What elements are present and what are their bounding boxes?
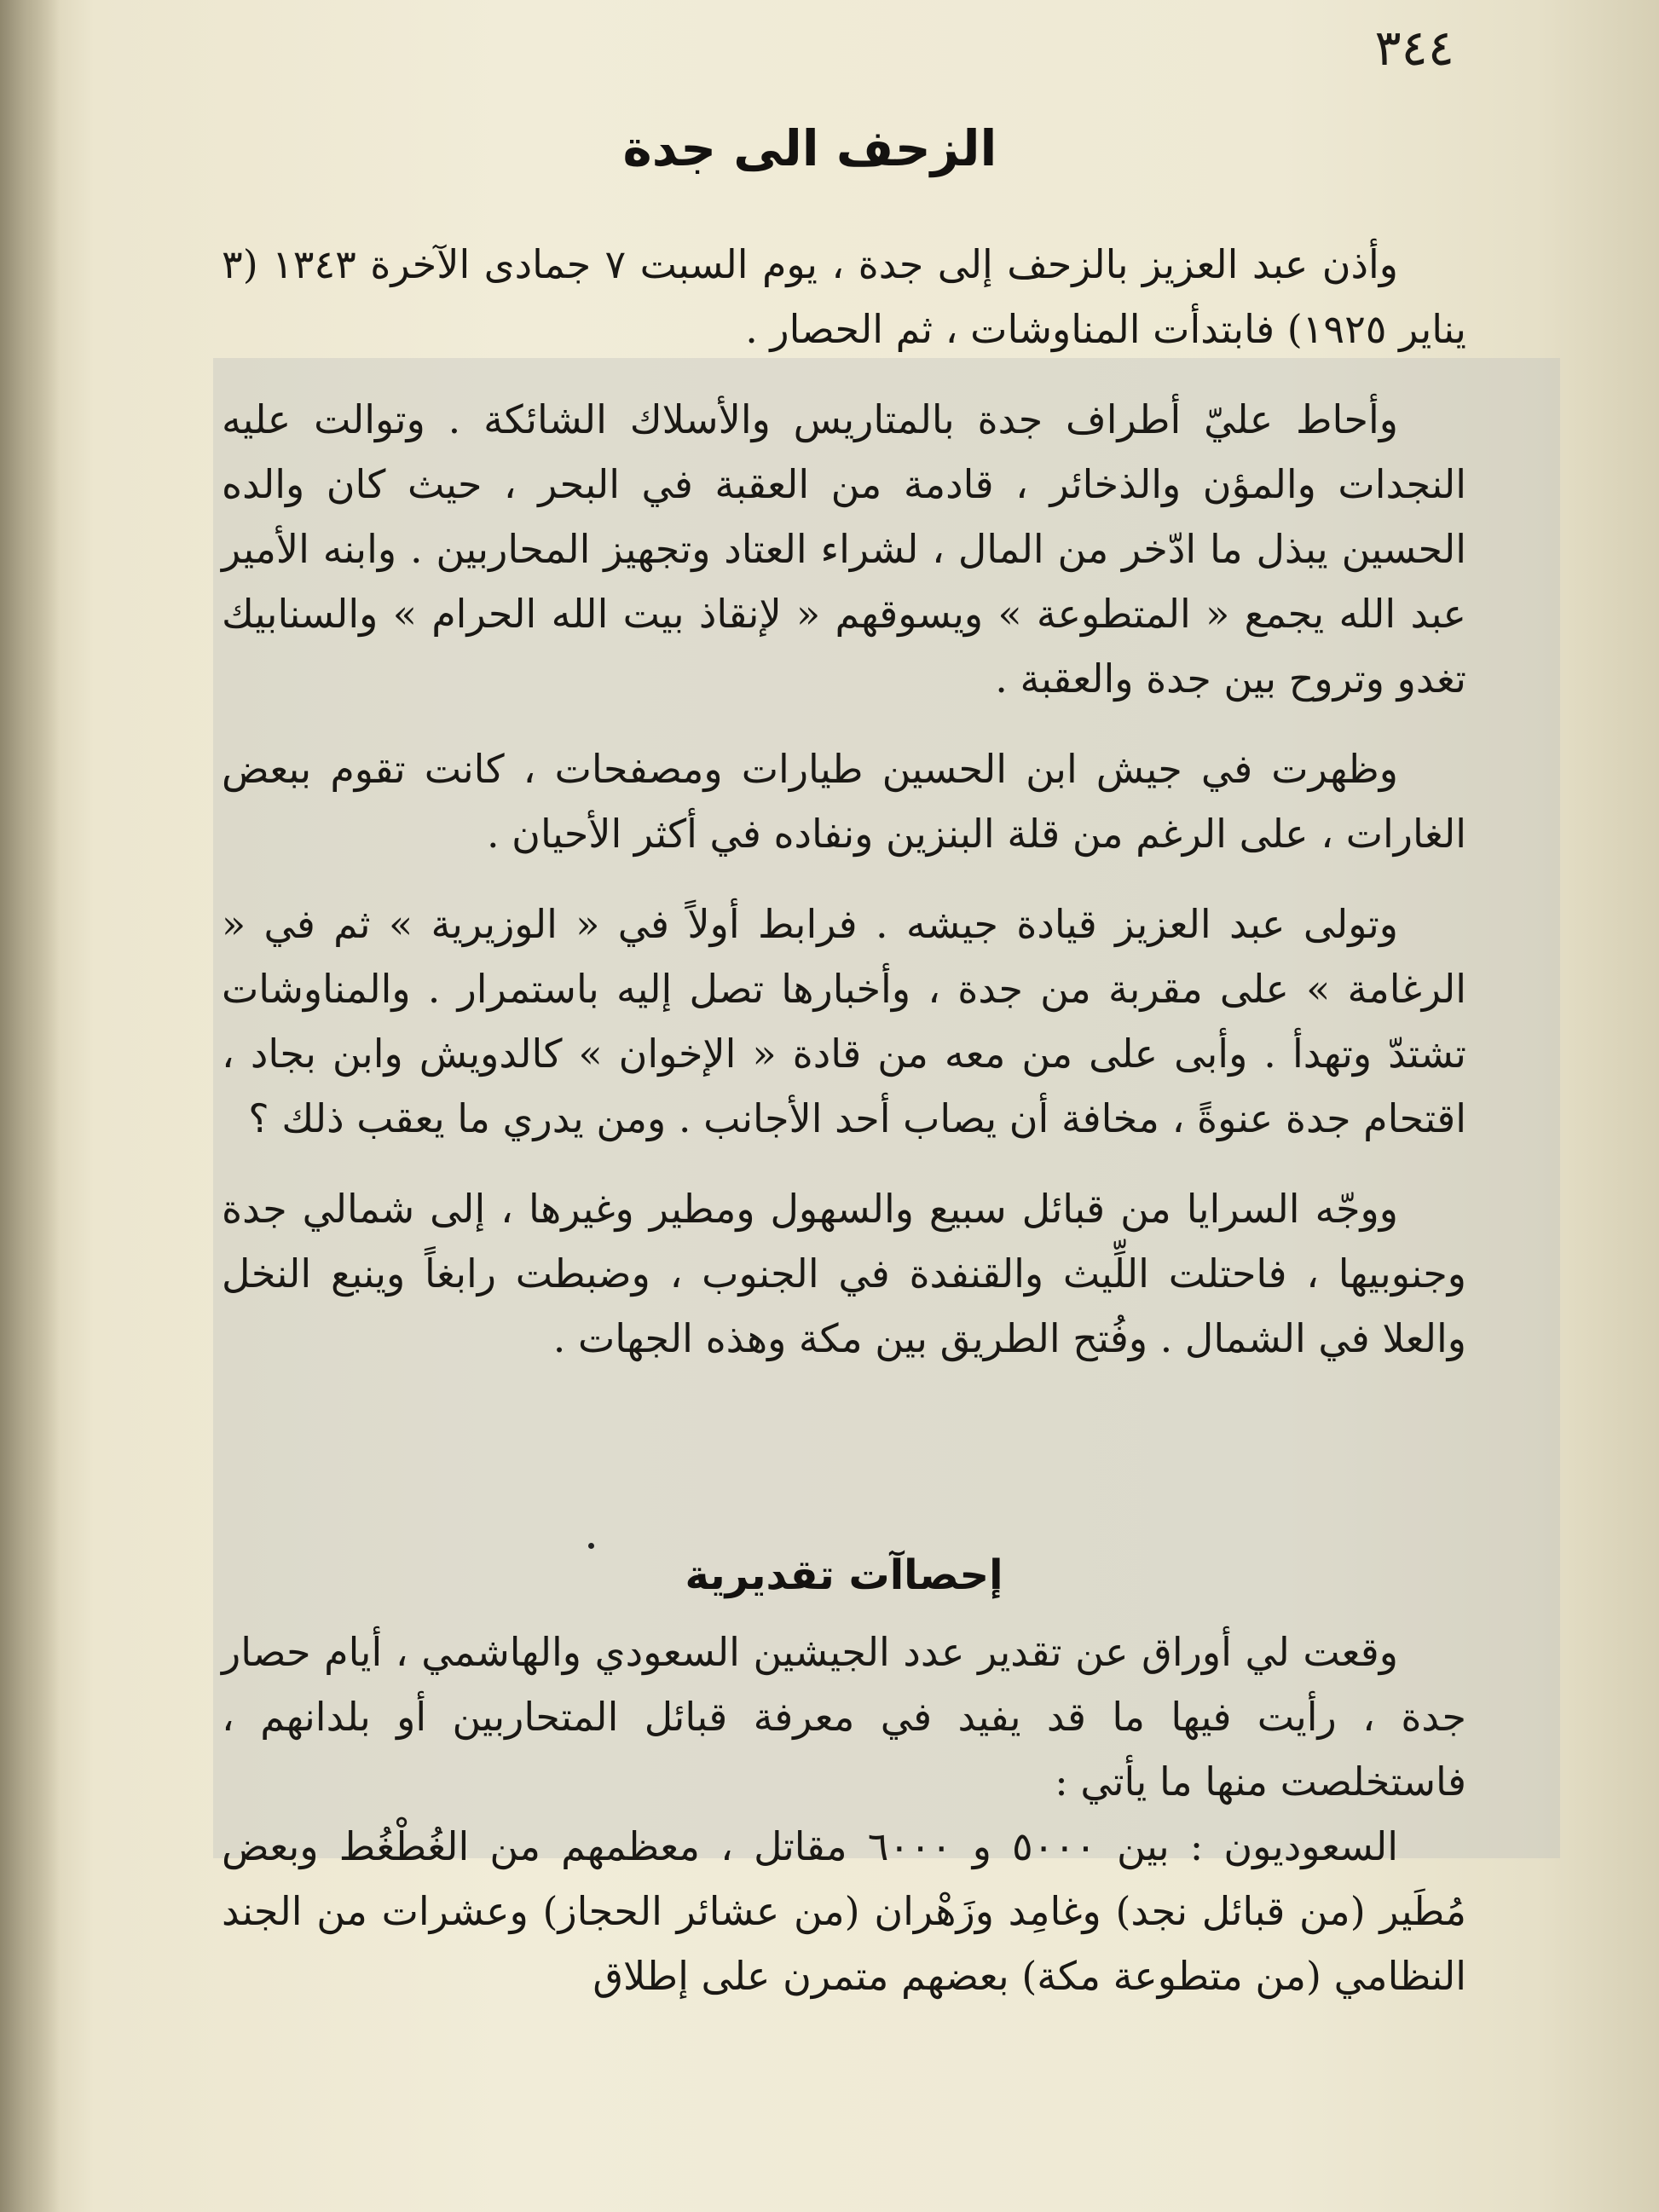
paragraph: وأذن عبد العزيز بالزحف إلى جدة ، يوم السبت ٧ جمادى الآخرة ١٣٤٣ (٣ يناير ١٩٢٥) فابتدأت المناوشات ، ثم الحصار .: [222, 241, 1466, 352]
ink-dot: [588, 1543, 594, 1549]
paragraph: وقعت لي أوراق عن تقدير عدد الجيشين السعودي والهاشمي ، أيام حصار جدة ، رأيت فيها ما قد يفيد في معرفة قبائل المتحاربين أو بلدانهم ، فاستخلصت منها ما يأتي :: [222, 1629, 1466, 1805]
section-text: [222, 1620, 1466, 2008]
chapter-title: الزحف الى جدة: [622, 119, 997, 177]
paragraph: السعوديون : بين ٥٠٠٠ و ٦٠٠٠ مقاتل ، معظمهم من الغُطْغُط وبعض مُطَير (من قبائل نجد) وغامِد وزَهْران (من عشائر الحجاز) وعشرات من الجند النظامي (من متطوعة مكة) بعضهم متمرن على إطلاق: [222, 1823, 1466, 1999]
section-title: إحصاآت تقديرية: [685, 1551, 1003, 1599]
paragraph: ووجّه السرايا من قبائل سبيع والسهول ومطير وغيرها ، إلى شمالي جدة وجنوبيها ، فاحتلت اللِّيث والقنفدة في الجنوب ، وضبطت رابغاً وينبع النخل والعلا في الشمال . وفُتح الطريق بين مكة وهذه الجهات .: [222, 1186, 1466, 1361]
body-text: [222, 232, 1466, 1396]
paragraph: وظهرت في جيش ابن الحسين طيارات ومصفحات ، كانت تقوم ببعض الغارات ، على الرغم من قلة البنزين ونفاده في أكثر الأحيان .: [222, 746, 1466, 857]
book-binding-shadow: [0, 0, 60, 2212]
page-number: ٣٤٤: [1374, 19, 1454, 77]
paragraph: وأحاط عليّ أطراف جدة بالمتاريس والأسلاك الشائكة . وتوالت عليه النجدات والمؤن والذخائر ، قادمة من العقبة في البحر ، حيث كان والده الحسين يبذل ما ادّخر من المال ، لشراء العتاد وتجهيز المحاربين . وابنه الأمير عبد الله يجمع « المتطوعة » ويسوقهم « لإنقاذ بيت الله الحرام » والسنابيك تغدو وتروح بين جدة والعقبة .: [222, 396, 1466, 702]
paragraph: وتولى عبد العزيز قيادة جيشه . فرابط أولاً في « الوزيرية » ثم في « الرغامة » على مقربة من جدة ، وأخبارها تصل إليه باستمرار . والمناوشات تشتدّ وتهدأ . وأبى على من معه من قادة « الإخوان » كالدويش وابن بجاد ، اقتحام جدة عنوةً ، مخافة أن يصاب أحد الأجانب . ومن يدري ما يعقب ذلك ؟: [222, 901, 1466, 1141]
